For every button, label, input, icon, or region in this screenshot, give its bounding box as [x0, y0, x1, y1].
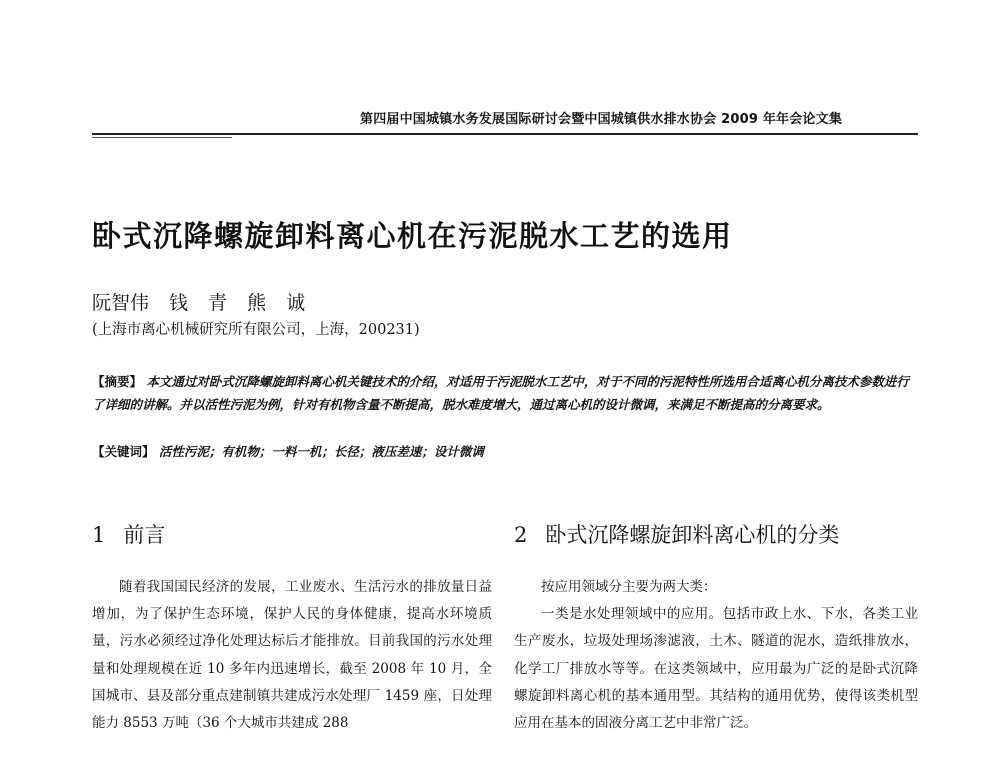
- paper-affiliation: (上海市离心机械研究所有限公司，上海，200231): [92, 322, 420, 338]
- keywords-text: 活性污泥；有机物；一料一机；长径；液压差速；设计微调: [158, 444, 484, 459]
- introduction-paragraph: 随着我国国民经济的发展，工业废水、生活污水的排放量日益增加，为了保护生态环境，保护人民的身体健康，提高水环境质量，污水必须经过净化处理达标后才能排放。目前我国的污水处理量和处理规模在近 10 多年内迅速增长，截至 2008 年 10 月，全国城市、县及部分重点建制镇共建成污水处理厂 1459 座，日处理能力 8553 万吨（36 个大城市共建成 288: [92, 579, 492, 732]
- section-number: 1: [92, 523, 106, 547]
- header-rule: [92, 133, 918, 135]
- right-column: [514, 574, 918, 737]
- classification-paragraph: 一类是水处理领域中的应用。包括市政上水、下水，各类工业生产废水，垃圾处理场渗滤液，土木、隧道的泥水，造纸排放水，化学工厂排放水等等。在这类领域中，应用最为广泛的是卧式沉降螺旋卸料离心机的基本通用型。其结构的通用优势，使得该类机型应用在基本的固液分离工艺中非常广泛。: [514, 606, 918, 732]
- paper-authors: 阮智伟 钱 青 熊 诚: [92, 292, 306, 314]
- section-heading-classification: [514, 519, 839, 549]
- keywords: [92, 440, 918, 463]
- abstract-text: 本文通过对卧式沉降螺旋卸料离心机关键技术的介绍，对适用于污泥脱水工艺中，对于不同的污泥特性所选用合适离心机分离技术参数进行了详细的讲解。并以活性污泥为例，针对有机物含量不断提高，脱水难度增大，通过离心机的设计微调，来满足不断提高的分离要求。: [92, 374, 909, 412]
- section-heading-introduction: [92, 519, 165, 549]
- left-column: [92, 574, 492, 737]
- keywords-label: 【关键词】: [92, 444, 155, 459]
- section-title: 卧式沉降螺旋卸料离心机的分类: [545, 523, 840, 547]
- header-rule-accent: [92, 137, 232, 138]
- section-title: 前言: [123, 523, 166, 547]
- abstract-label: 【摘要】: [92, 374, 143, 389]
- paper-title: 卧式沉降螺旋卸料离心机在污泥脱水工艺的选用: [92, 219, 733, 253]
- abstract: [92, 370, 918, 416]
- section-number: 2: [514, 523, 528, 547]
- running-header: 第四届中国城镇水务发展国际研讨会暨中国城镇供水排水协会 2009 年年会论文集: [360, 112, 843, 127]
- classification-intro-paragraph: 按应用领域分主要为两大类：: [541, 579, 717, 595]
